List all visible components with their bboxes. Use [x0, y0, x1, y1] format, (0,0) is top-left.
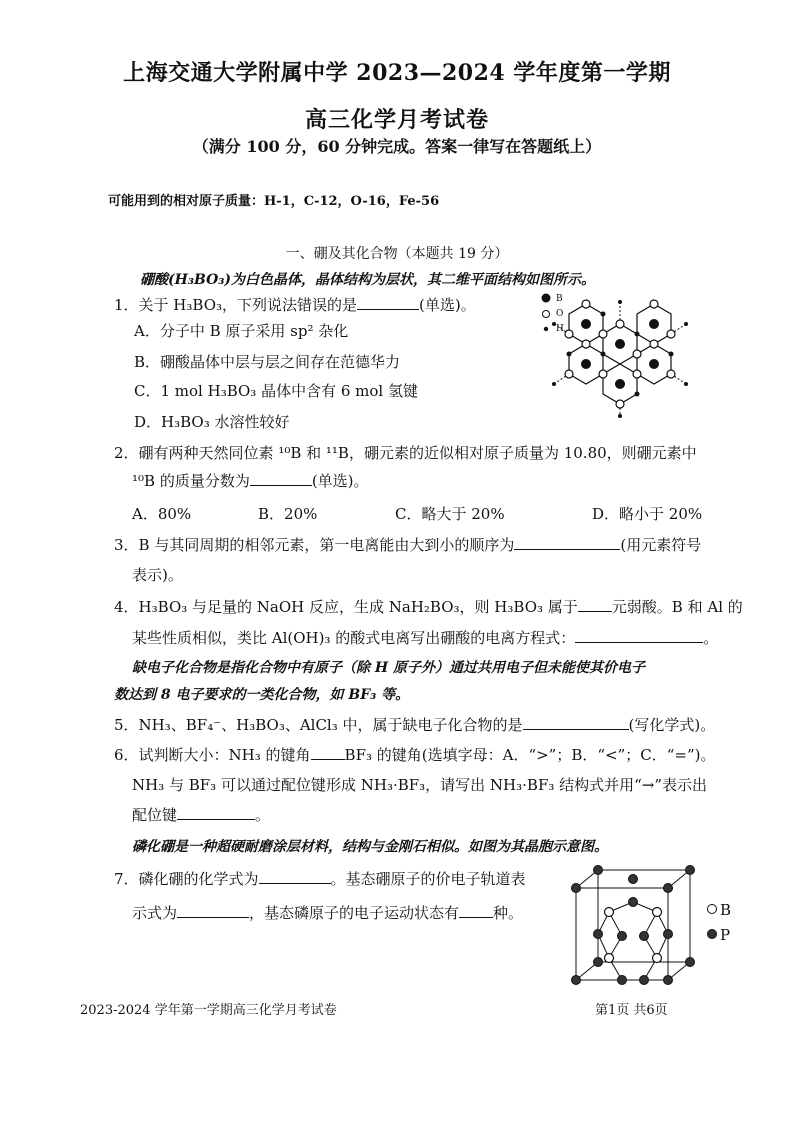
q1-option-b: B．硼酸晶体中层与层之间存在范德华力 — [134, 353, 401, 371]
q1-option-d: D．H₃BO₃ 水溶性较好 — [134, 413, 290, 431]
question-1-stem — [114, 294, 476, 315]
legend-boron: B — [720, 901, 732, 919]
q6-stem-text: 6．试判断大小：NH₃ 的键角 — [114, 746, 311, 764]
legend-phosphorus: P — [720, 926, 731, 944]
legend-h: H — [556, 324, 564, 334]
q4-blank-1 — [578, 597, 612, 612]
q2-option-a: A．80% — [132, 505, 192, 523]
q4-line-2-text: 某些性质相似，类比 Al(OH)₃ 的酸式电离写出硼酸的电离方程式： — [132, 629, 576, 647]
boric-acid-legend — [540, 292, 554, 338]
q7-blank-3 — [459, 903, 493, 918]
boric-acid-legend-labels — [556, 292, 564, 337]
boric-acid-structure-diagram — [540, 288, 700, 420]
q3-answer-blank — [514, 535, 620, 550]
note-boron-phosphide: 磷化硼是一种超硬耐磨涂层材料，结构与金刚石相似。如图为其晶胞示意图。 — [132, 839, 608, 855]
q6-stem-continued: BF₃ 的键角(选填字母：A．“>”；B．“<”；C．“=”)。 — [344, 746, 716, 764]
exam-instructions: （满分 100 分，60 分钟完成。答案一律写在答题纸上） — [192, 137, 602, 156]
q7-line-2-continued: ，基态磷原子的电子运动状态有 — [249, 904, 460, 922]
section-intro: 硼酸(H₃BO₃)为白色晶体，晶体结构为层状，其二维平面结构如图所示。 — [140, 272, 596, 288]
q1-option-a: A．分子中 B 原子采用 sp² 杂化 — [134, 322, 349, 340]
q6-line-2: NH₃ 与 BF₃ 可以通过配位键形成 NH₃·BF₃，请写出 NH₃·BF₃ 结构式并用“→”表示出 — [132, 776, 708, 794]
q4-line-2 — [132, 627, 718, 648]
note-electron-deficient-line-1: 缺电子化合物是指化合物中有原子（除 H 原子外）通过共用电子但未能使其价电子 — [132, 660, 645, 676]
q3-line-2: 表示)。 — [132, 566, 183, 584]
q7-line-2-text: 示式为 — [132, 904, 178, 922]
q4-line-2-suffix: 。 — [703, 629, 719, 647]
q6-line-1 — [114, 744, 716, 765]
q2-option-d: D．略小于 20% — [592, 505, 703, 523]
legend-b: B — [556, 294, 563, 304]
q4-blank-2 — [575, 628, 703, 643]
q2-line-1: 2．硼有两种天然同位素 ¹⁰B 和 ¹¹B，硼元素的近似相对原子质量为 10.80，则硼元素中 — [114, 444, 697, 462]
q5-stem-suffix: (写化学式)。 — [628, 716, 716, 734]
title-line-1: 上海交通大学附属中学 2023—2024 学年度第一学期 — [123, 60, 671, 86]
q2-line-2 — [132, 470, 369, 491]
unit-cell-legend — [706, 902, 720, 942]
q7-line-1 — [114, 868, 526, 889]
unit-cell-legend-labels — [720, 898, 731, 948]
q3-line-1 — [114, 534, 701, 555]
q4-stem-continued: 元弱酸。B 和 Al 的 — [611, 598, 743, 616]
q5-stem — [114, 714, 715, 735]
note-electron-deficient-line-2: 数达到 8 电子要求的一类化合物，如 BF₃ 等。 — [114, 687, 410, 703]
legend-o: O — [556, 309, 564, 319]
q3-stem-suffix: (用元素符号 — [620, 536, 702, 554]
q6-blank-1 — [311, 745, 345, 760]
q4-stem-text: 4．H₃BO₃ 与足量的 NaOH 反应，生成 NaH₂BO₃，则 H₃BO₃ 属于 — [114, 598, 578, 616]
q1-answer-blank — [357, 295, 419, 310]
title-line-2: 高三化学月考试卷 — [304, 107, 489, 133]
q2-answer-blank — [250, 471, 312, 486]
q1-stem-suffix: (单选)。 — [419, 296, 476, 314]
q5-stem-text: 5．NH₃、BF₄⁻、H₃BO₃、AlCl₃ 中，属于缺电子化合物的是 — [114, 716, 523, 734]
q1-option-c: C．1 mol H₃BO₃ 晶体中含有 6 mol 氢键 — [134, 382, 418, 400]
q5-answer-blank — [523, 715, 629, 730]
q2-stem-text: ¹⁰B 的质量分数为 — [132, 472, 250, 490]
q7-line-2 — [132, 902, 523, 923]
q7-blank-2 — [177, 903, 249, 918]
q6-blank-2 — [177, 805, 255, 820]
footer-page-number: 第1页 共6页 — [595, 1003, 668, 1018]
q6-line-3-text: 配位键 — [132, 806, 178, 824]
q6-line-3-suffix: 。 — [255, 806, 271, 824]
q3-stem-text: 3．B 与其同周期的相邻元素，第一电离能由大到小的顺序为 — [114, 536, 515, 554]
boron-phosphide-unit-cell — [568, 862, 698, 992]
atomic-masses: 可能用到的相对原子质量：H-1，C-12，O-16，Fe-56 — [108, 194, 440, 209]
q7-stem-text: 7．磷化硼的化学式为 — [114, 870, 259, 888]
footer-exam-name: 2023-2024 学年第一学期高三化学月考试卷 — [80, 1003, 337, 1018]
q2-stem-suffix: (单选)。 — [311, 472, 369, 490]
q4-line-1 — [114, 596, 743, 617]
q6-line-3 — [132, 804, 270, 825]
section-heading: 一、硼及其化合物（本题共 19 分） — [285, 246, 509, 262]
q2-option-c: C．略大于 20% — [395, 505, 505, 523]
q1-stem-text: 1．关于 H₃BO₃，下列说法错误的是 — [114, 296, 358, 314]
q7-line-2-suffix: 种。 — [493, 904, 524, 922]
q7-stem-continued: 。基态硼原子的价电子轨道表 — [330, 870, 526, 888]
q2-option-b: B．20% — [258, 505, 318, 523]
q7-blank-1 — [259, 869, 331, 884]
